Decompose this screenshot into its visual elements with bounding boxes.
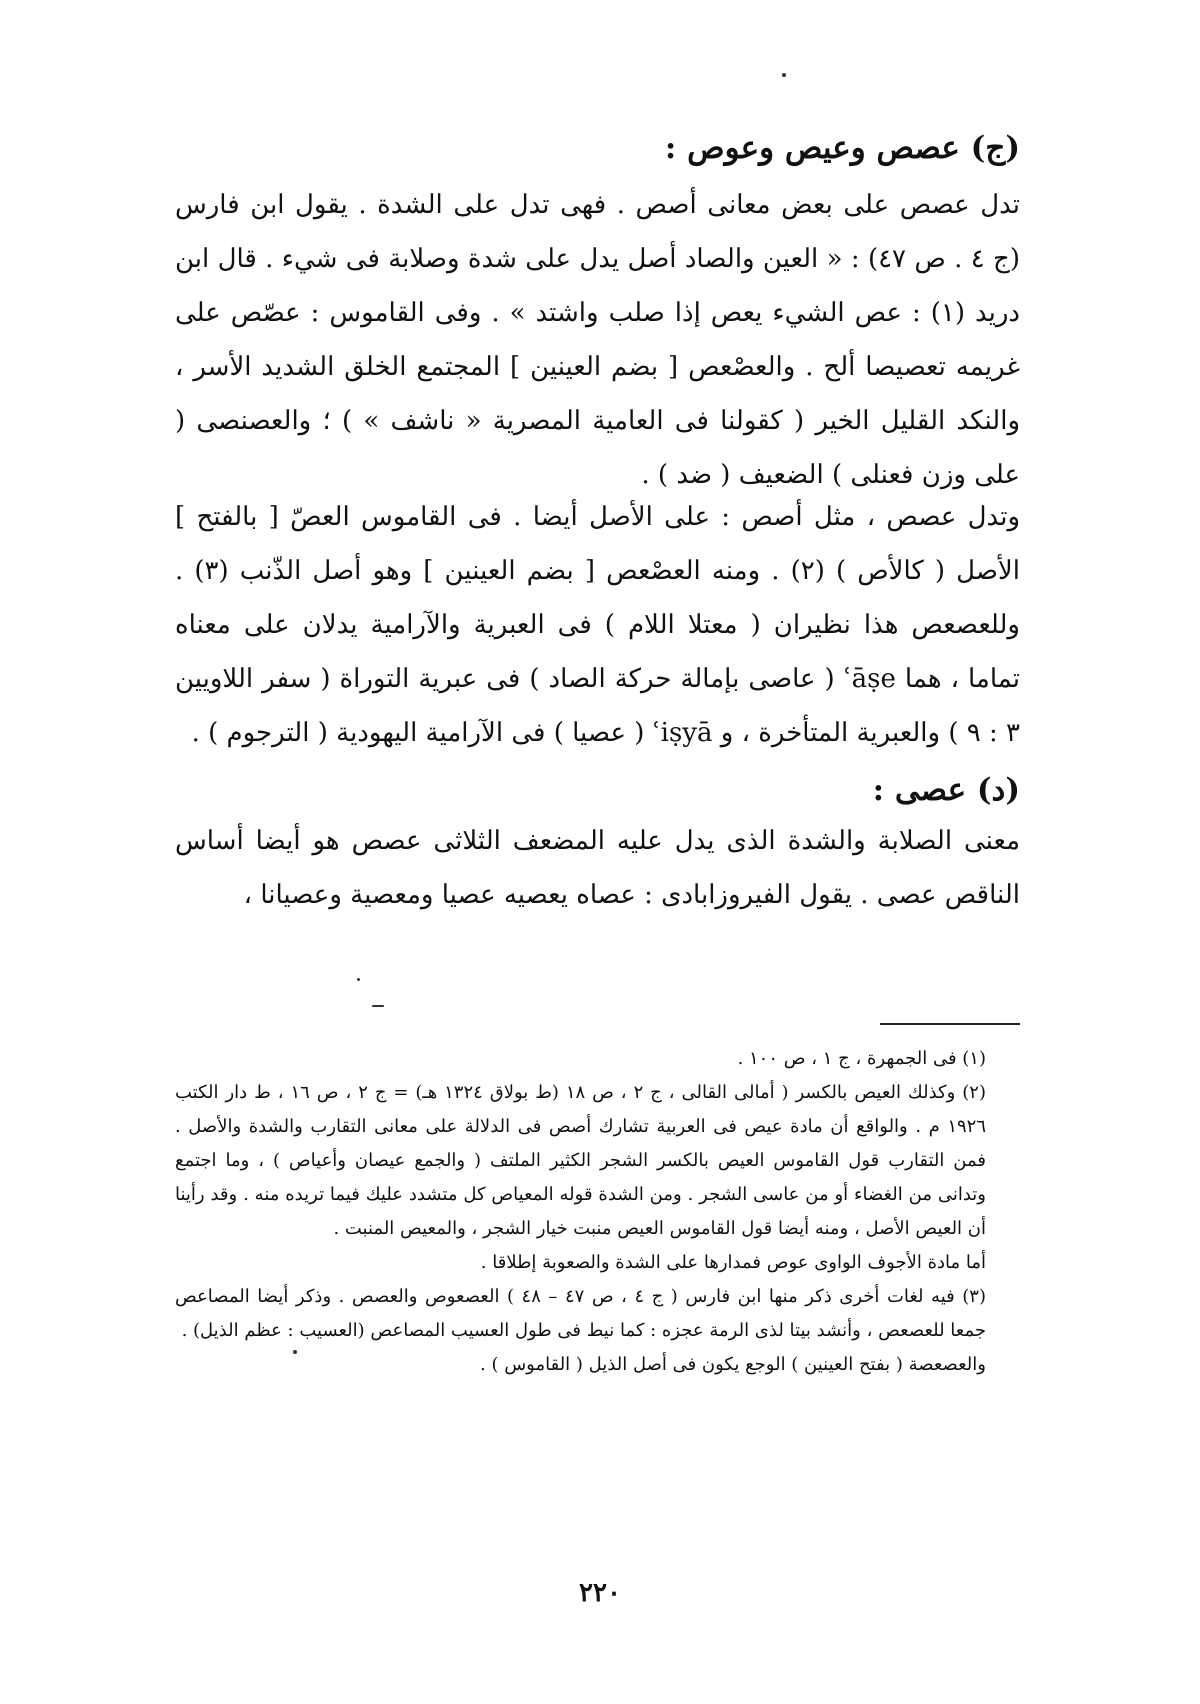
footnote-2: (٢) وكذلك العيص بالكسر ( أمالى القالى ، ج ٢ ، ص ١٨ (ط بولاق ١٣٢٤ هـ) = ج ٢ ، ص ١٦ ، ط دار الكتب ١٩٢٦ م . والواقع أن مادة عيص فى العربية تشارك أصص فى الدلالة على معانى التقارب والشدة والأصل . فمن التقارب قول القاموس العيص بالكسر الشجر الكثير الملتف ( والجمع عيصان وأعياص ) ، وما اجتمع وتدانى من الغضاء أو من عاسى الشجر . ومن الشدة قوله المعياص كل متشدد عليك فيما تريده منه . وقد رأينا أن العيص الأصل ، ومنه أيضا قول القاموس العيص منبت خيار الشجر ، والمعيص المنبت .: [175, 1082, 986, 1239]
scan-speck: [357, 978, 360, 981]
section-d-paragraph-1: معنى الصلابة والشدة الذى يدل عليه المضعف الثلاثى عصص هو أيضا أساس الناقص عصى . يقول الفيروزابادى : عصاه يعصيه عصيا ومعصية وعصيانا ،: [175, 826, 1020, 910]
footnote-3: (٣) فيه لغات أخرى ذكر منها ابن فارس ( ج ٤ ، ص ٤٧ – ٤٨ ) العصعوص والعصص . وذكر أيضا المصاعص جمعا للعصعص ، وأنشد بيتا لذى الرمة عجزه : كما نيط فى طول العسيب المصاعص (العسيب : عظم الذيل) .: [175, 1286, 986, 1341]
scan-speck: [372, 1005, 384, 1007]
section-d-heading: (د) عصى :: [872, 772, 1020, 808]
section-c-heading: (ج) عصص وعيص وعوص :: [664, 130, 1020, 166]
section-c-paragraph-2: وتدل عصص ، مثل أصص : على الأصل أيضا . فى القاموس العصّ [ بالفتح ] الأصل ( كالأص ) (٢) . ومنه العصْعص [ بضم العينين ] وهو أصل الذّنب (٣) . وللعصعص هذا نظيران ( معتلا اللام ) فى العبرية والآرامية يدلان على معناه تماما ، هما ʿāṣe ( عاصى بإمالة حركة الصاد ) فى عبرية التوراة ( سفر اللاويين ٣ : ٩ ) والعبرية المتأخرة ، و ʿiṣyā ( عصيا ) فى الآرامية اليهودية ( الترجوم ) .: [175, 502, 1021, 748]
footnote-separator: [880, 1023, 1020, 1025]
section-c: [175, 128, 1020, 168]
scan-speck: [293, 1350, 297, 1354]
footnotes: [175, 1042, 1020, 1382]
page-number: ٢٢٠: [579, 1578, 621, 1608]
scan-speck: [782, 73, 786, 77]
section-d: [175, 770, 1020, 810]
footnote-2-continuation: أما مادة الأجوف الواوى عوص فمدارها على الشدة والصعوبة إطلاقا .: [480, 1252, 986, 1273]
footnote-1: (١) فى الجمهرة ، ج ١ ، ص ١٠٠ .: [737, 1048, 986, 1069]
section-c-paragraph-1: تدل عصص على بعض معانى أصص . فهى تدل على الشدة . يقول ابن فارس (ج ٤ . ص ٤٧) : « العين والصاد أصل يدل على شدة وصلابة فى شيء . قال ابن دريد (١) : عص الشيء يعص إذا صلب واشتد » . وفى القاموس : عصّص على غريمه تعصيصا ألح . والعصْعص [ بضم العينين ] المجتمع الخلق الشديد الأسر ، والنكد القليل الخير ( كقولنا فى العامية المصرية « ناشف » ) ؛ والعصنصى ( على وزن فعنلى ) الضعيف ( ضد ) .: [175, 190, 1020, 490]
footnote-3-continuation: والعصعصة ( بفتح العينين ) الوجع يكون فى أصل الذيل ( القاموس ) .: [480, 1354, 986, 1375]
